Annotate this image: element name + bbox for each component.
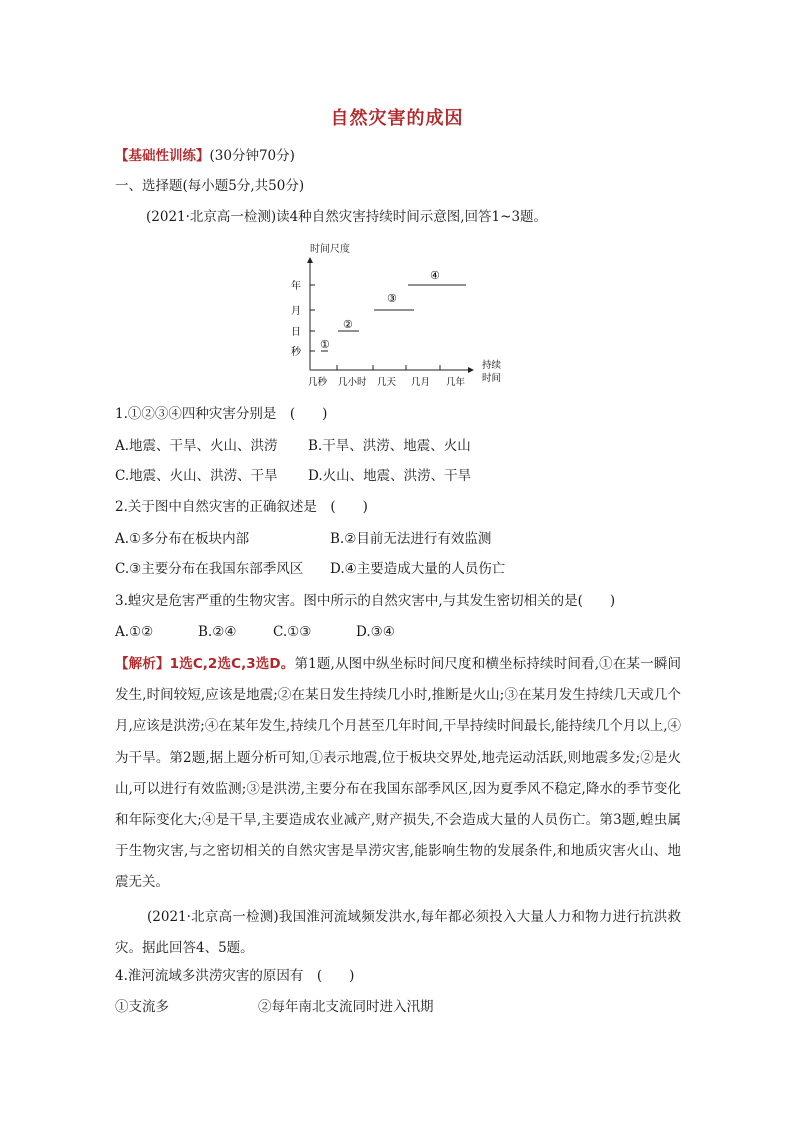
q1-option-c[interactable]: C.地震、火山、洪涝、干旱 <box>115 468 278 484</box>
q2-option-b[interactable]: B.②目前无法进行有效监测 <box>330 531 492 547</box>
q3-option-a[interactable]: A.①② <box>115 624 154 640</box>
q2-stem: 2.关于图中自然灾害的正确叙述是 ( ) <box>115 499 368 515</box>
x-axis-label: 时间 <box>482 373 502 384</box>
q1-option-b[interactable]: B.干旱、洪涝、地震、火山 <box>308 438 471 454</box>
intro-q1-3: (2021·北京高一检测)读4种自然灾害持续时间示意图,回答1~3题。 <box>146 209 548 225</box>
analysis-answer: 1选C,2选C,3选D。 <box>169 656 295 672</box>
analysis-paragraph <box>115 649 681 899</box>
disaster-duration-figure <box>280 238 510 390</box>
q3-option-d[interactable]: D.③④ <box>356 624 395 640</box>
q3-option-c[interactable]: C.①③ <box>273 624 312 640</box>
q1-stem: 1.①②③④四种灾害分别是 ( ) <box>115 406 328 422</box>
q3-option-b[interactable]: B.②④ <box>198 624 237 640</box>
q2-option-a[interactable]: A.①多分布在板块内部 <box>115 531 250 547</box>
q2-option-d[interactable]: D.④主要造成大量的人员伤亡 <box>330 561 506 577</box>
q1-option-d[interactable]: D.火山、地震、洪涝、干旱 <box>308 468 472 484</box>
x-tick-label: 几秒 <box>308 377 328 388</box>
y-tick-label: 日 <box>291 327 301 338</box>
x-axis-label: 持续 <box>482 360 502 371</box>
x-tick-label: 几小时 <box>338 377 367 388</box>
disaster-marker-4: ④ <box>430 269 440 282</box>
q4-stem: 4.淮河流域多洪涝灾害的原因有 ( ) <box>115 968 355 984</box>
analysis-tag: 【解析】 <box>115 656 170 672</box>
q3-stem: 3.蝗灾是危害严重的生物灾害。图中所示的自然灾害中,与其发生密切相关的是( ) <box>115 593 616 609</box>
q2-option-c[interactable]: C.③主要分布在我国东部季风区 <box>115 561 304 577</box>
page-title: 自然灾害的成因 <box>330 108 464 129</box>
basic-training-time: (30分钟70分) <box>209 148 295 164</box>
y-tick-label: 年 <box>291 281 301 292</box>
intro-q4-5: (2021·北京高一检测)我国淮河流域频发洪水,每年都必须投入大量人力和物力进行抗洪救灾。据此回答4、5题。 <box>115 909 681 957</box>
x-tick-label: 几天 <box>377 377 397 388</box>
disaster-marker-2: ② <box>343 318 353 331</box>
x-tick-label: 几年 <box>446 377 466 388</box>
basic-training-header <box>115 147 295 165</box>
disaster-marker-1: ① <box>320 338 330 351</box>
figure-ylabel: 时间尺度 <box>310 244 350 255</box>
section-heading: 一、选择题(每小题5分,共50分) <box>115 178 305 194</box>
y-tick-label: 秒 <box>291 347 301 358</box>
basic-training-tag: 【基础性训练】 <box>115 148 210 164</box>
intro-q4-5-paragraph <box>115 902 681 964</box>
q4-option-1[interactable]: ①支流多 <box>115 999 169 1015</box>
analysis-text: 第1题,从图中纵坐标时间尺度和横坐标持续时间看,①在某一瞬间发生,时间较短,应该是地震;②在某日发生持续几小时,推断是火山;③在某月发生持续几天或几个月,应该是洪涝;④在某年发生,持续几个月甚至几年时间,干旱持续时间最长,能持续几个月以上,④为干旱。第2题,据上题分析可知,①表示地震,位于板块交界处,地壳运动活跃,则地震多发;②是火山,可以进行有效监测;③是洪涝,主要分布在我国东部季风区,因为夏季风不稳定,降水的季节变化和年际变化大;④是干旱,主要造成农业减产,财产损失,不会造成大量的人员伤亡。第3题,蝗虫属于生物灾害,与之密切相关的自然灾害是旱涝灾害,能影响生物的发展条件,和地质灾害火山、地震无关。 <box>115 656 682 891</box>
q4-option-2[interactable]: ②每年南北支流同时进入汛期 <box>258 999 434 1015</box>
disaster-marker-3: ③ <box>387 292 397 305</box>
x-tick-label: 几月 <box>411 377 431 388</box>
q1-option-a[interactable]: A.地震、干旱、火山、洪涝 <box>115 438 278 454</box>
y-tick-label: 月 <box>291 306 301 317</box>
